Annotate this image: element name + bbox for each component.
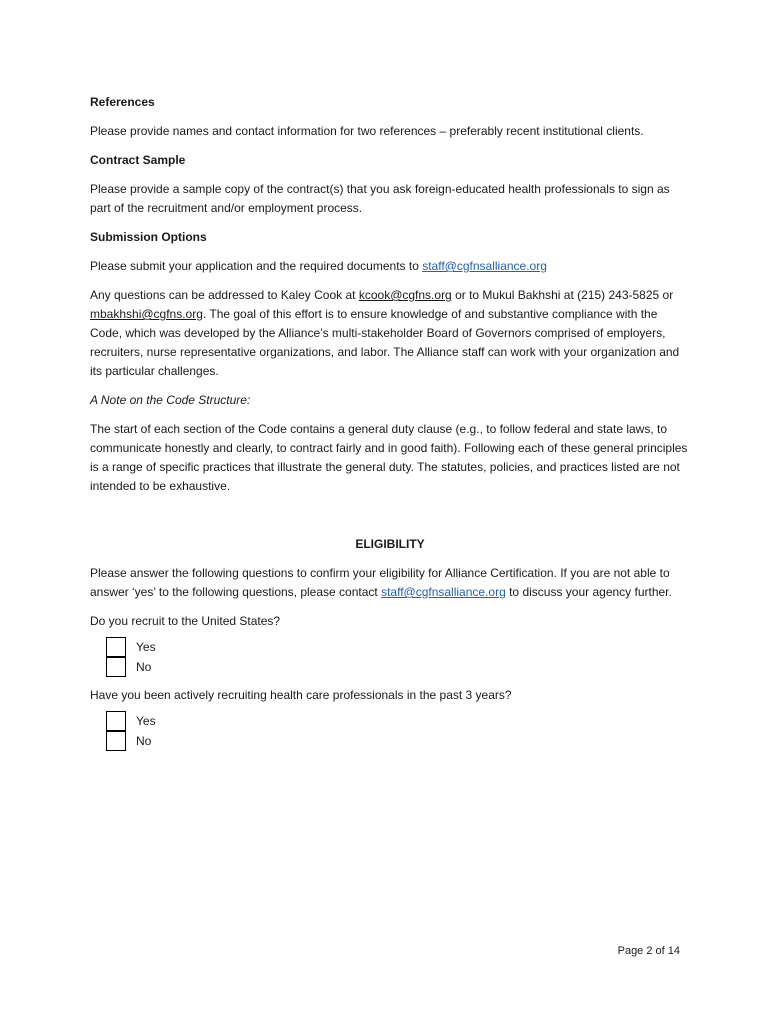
recruit-us-yes-option[interactable] [106,637,690,657]
document-page [90,93,690,760]
submission-options-heading: Submission Options [90,230,207,244]
recruit-us-no-checkbox[interactable] [106,657,126,677]
submission-text [90,257,690,276]
questions-text-3: . The goal of this effort is to ensure knowledge of and substantive compliance with the Code, which was developed by the Alliance’s multi-stakeholder Board of Governors comprised of employers, recruiters, nurse representative organizations, and labor. The Alliance staff can work with your organization and its particular challenges. [90,307,680,378]
references-heading: References [90,95,155,109]
questions-text-1: Any questions can be addressed to Kaley Cook at [90,288,359,302]
actively-recruiting-no-checkbox[interactable] [106,731,126,751]
contract-sample-text: Please provide a sample copy of the contract(s) that you ask foreign-educated health professionals to sign as part of the recruitment and/or employment process. [90,182,670,215]
section-spacer [90,506,690,535]
eligibility-heading: ELIGIBILITY [355,537,425,551]
eligibility-intro-lead: Please answer the following questions to confirm your eligibility for Alliance Certification. If you are not able to answer ‘yes’ to the following questions, please contact [90,566,670,599]
code-structure-text: The start of each section of the Code contains a general duty clause (e.g., to follow federal and state laws, to communicate honestly and clearly, to contract fairly and in good faith). Following each of these general principles is a range of specific practices that illustrate the general duty. The statutes, policies, and practices listed are not intended to be exhaustive. [90,422,688,493]
recruit-us-yes-checkbox[interactable] [106,637,126,657]
actively-recruiting-no-option[interactable] [106,731,690,751]
actively-recruiting-yes-label: Yes [136,713,156,728]
actively-recruiting-yes-checkbox[interactable] [106,711,126,731]
submission-email-link[interactable]: staff@cgfnsalliance.org [422,259,547,273]
submission-text-lead: Please submit your application and the required documents to [90,259,423,273]
recruit-us-no-label: No [136,659,152,674]
question-recruit-us-options [90,637,690,677]
recruit-us-no-option[interactable] [106,657,690,677]
eligibility-email-link[interactable]: staff@cgfnsalliance.org [381,585,506,599]
recruit-us-yes-label: Yes [136,639,156,654]
question-actively-recruiting: Have you been actively recruiting health care professionals in the past 3 years? [90,688,512,702]
eligibility-intro-tail: to discuss your agency further. [505,585,672,599]
actively-recruiting-no-label: No [136,733,152,748]
mbakhshi-email-link[interactable]: mbakhshi@cgfns.org [90,307,203,321]
contract-sample-heading: Contract Sample [90,153,186,167]
questions-paragraph [90,286,690,381]
code-structure-heading: A Note on the Code Structure: [90,393,251,407]
question-recruit-us: Do you recruit to the United States? [90,614,281,628]
eligibility-intro [90,564,690,602]
actively-recruiting-yes-option[interactable] [106,711,690,731]
references-text: Please provide names and contact information for two references – preferably recent institutional clients. [90,124,644,138]
questions-text-2: or to Mukul Bakhshi at (215) 243-5825 or [451,288,674,302]
kcook-email-link[interactable]: kcook@cgfns.org [358,288,452,302]
page-number: Page 2 of 14 [617,945,680,957]
question-actively-recruiting-options [90,711,690,751]
